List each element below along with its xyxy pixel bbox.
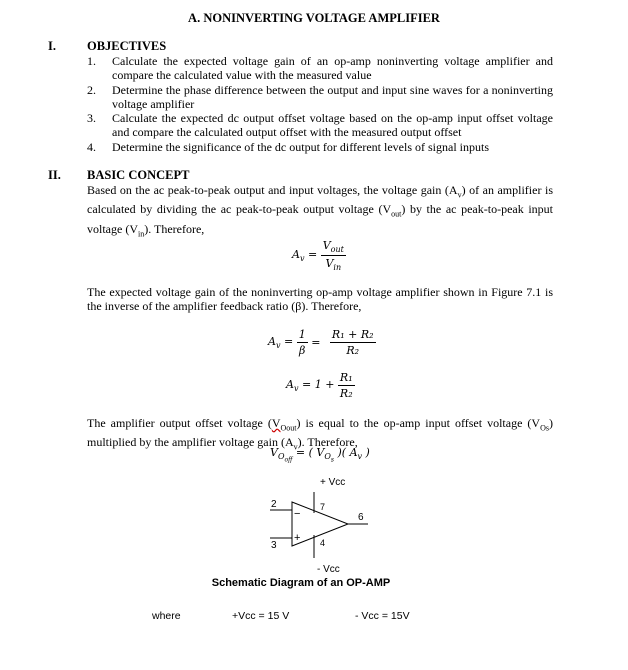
equation-gain-resistors: $A_v = 1$ + $\frac{\text{R₁}}{\text{R₂}}$ <box>286 371 353 400</box>
equation-gain-feedback: $A_v$ = $\frac{1}{\beta}$ = $\frac{\text{R₁ + R₂}}{\text{R₂}}$ <box>268 328 374 357</box>
objective-item: Determine the phase difference between the output and input sine waves for a noninverting voltage amplifier <box>112 83 553 111</box>
page-title: A. NONINVERTING VOLTAGE AMPLIFIER <box>188 11 440 25</box>
section-number-concept: II. <box>48 168 61 182</box>
concept-heading: BASIC CONCEPT <box>87 168 190 182</box>
objective-number: 1. <box>87 54 96 68</box>
pin-7-label: 7 <box>320 502 326 512</box>
concept-paragraph-1: Based on the ac peak-to-peak output and input voltages, the voltage gain $(A_v)$ of an amplifier is calculated by dividing the ac peak-to-peak output voltage $(V_{out})$ by the ac peak-to-peak input voltage $(V_{in})$. Therefore, <box>87 183 553 239</box>
section-number-objectives: I. <box>48 39 56 53</box>
objective-number: 2. <box>87 83 96 97</box>
pin-4-label: 4 <box>320 538 326 548</box>
footer-where: where <box>152 610 181 622</box>
schematic-caption: Schematic Diagram of an OP-AMP <box>211 577 391 589</box>
noninverting-input-symbol: + <box>294 532 301 544</box>
pin-6-label: 6 <box>358 512 364 523</box>
vcc-positive-label: + Vcc <box>320 477 346 488</box>
concept-paragraph-2: The expected voltage gain of the noninverting op-amp voltage amplifier shown in Figure 7.1 is the inverse of the amplifier feedback ratio (β). Therefore, <box>87 285 553 313</box>
objective-item: Determine the significance of the dc output for different levels of signal inputs <box>112 140 489 154</box>
pin-3-label: 3 <box>271 540 277 551</box>
vcc-negative-label: - Vcc <box>317 564 340 575</box>
equation-output-offset: $V_{O_{off}}$ = ( $V_{O_s}$ )( $A_v$ ) <box>270 446 370 464</box>
equation-voltage-gain: $A_v$ = $\frac{V_{out}}{V_{in}}$ <box>292 239 344 273</box>
op-amp-schematic <box>240 470 390 580</box>
inverting-input-symbol: − <box>294 508 301 520</box>
objective-item: Calculate the expected dc output offset voltage based on the op-amp input offset voltage and compare the calculated output offset with the measured output offset <box>112 111 553 139</box>
footer-vcc-minus: - Vcc = 15V <box>355 610 410 622</box>
objectives-heading: OBJECTIVES <box>87 39 167 53</box>
objective-number: 4. <box>87 140 96 154</box>
objective-number: 3. <box>87 111 96 125</box>
concept-paragraph-3: The amplifier output offset voltage $(V_{Oout})$ is equal to the op-amp input offset voltage $(V_{Os})$ multiplied by the amplifier voltage gain $(A_v)$. Therefore, <box>87 416 553 452</box>
objective-item: Calculate the expected voltage gain of an op-amp noninverting voltage amplifier and compare the calculated value with the measured value <box>112 54 553 82</box>
pin-2-label: 2 <box>271 499 277 510</box>
footer-vcc-plus: +Vcc = 15 V <box>232 610 290 622</box>
